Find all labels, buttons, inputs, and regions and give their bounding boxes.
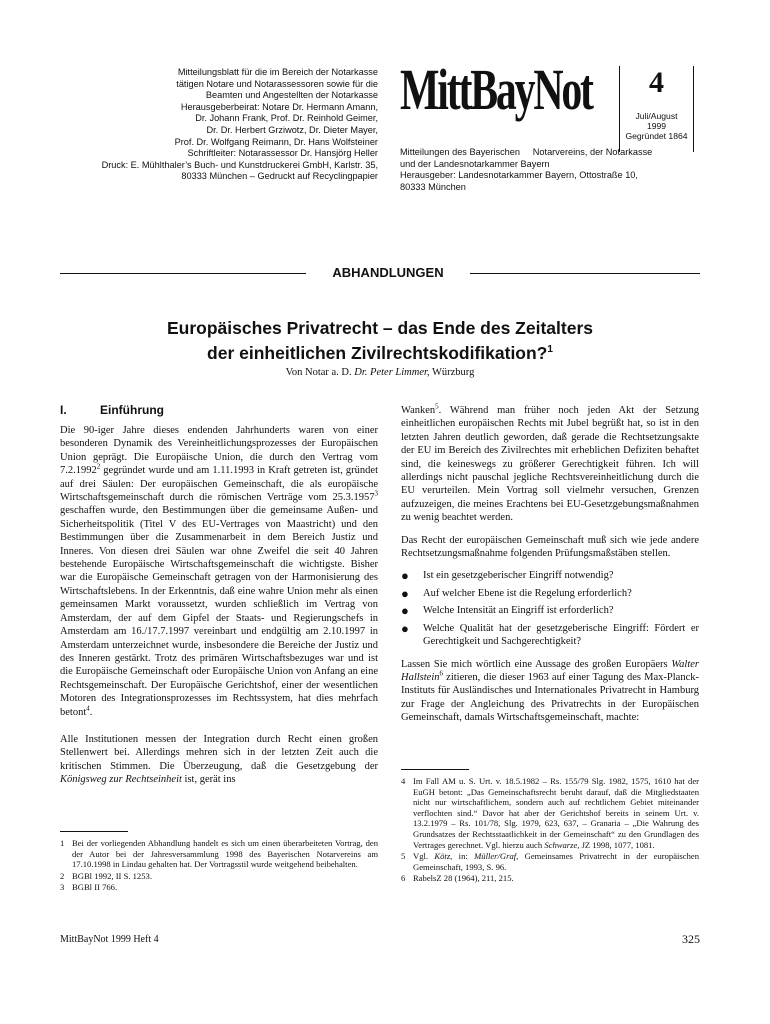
footnotes-left (60, 838, 378, 894)
footnote (60, 838, 378, 870)
section-rule-left (60, 273, 306, 274)
paragraph-text: gegründet wurde und am 1.11.1993 in Kraft getreten ist, gründet auf drei Säulen: Der europäischen Gemeinschaft, die als europäische Wirtschaftsgemeinschaft durch die römischen Verträge vom 25.3.1957 (60, 465, 378, 504)
footnote (60, 871, 378, 882)
bullet-icon: ● (401, 585, 409, 601)
footnote-number: 6 (401, 873, 406, 884)
bullet-icon: ● (401, 603, 409, 619)
right-column (401, 404, 699, 734)
emphasis: Müller/Graf (474, 851, 517, 862)
footnote-text: BGBl II 766. (72, 882, 118, 893)
list-item (401, 604, 699, 617)
footnote-text-part: Vgl. (413, 851, 435, 862)
paragraph: Das Recht der europäischen Gemeinschaft muß sich wie jede andere Rechtsetzungsmaßnahme folgenden Prüfungsmaßstäben stellen. (401, 534, 699, 560)
footnote-text-part: , in: (450, 851, 475, 862)
article-author (60, 366, 700, 379)
masthead-divider (693, 66, 694, 152)
bullet-icon: ● (401, 620, 409, 636)
bullet-icon: ● (401, 568, 409, 584)
footnote-number: 4 (401, 776, 406, 786)
left-column (60, 424, 378, 796)
paragraph-text: . (89, 706, 93, 718)
issue-meta (620, 111, 693, 141)
emphasis: Walter Hallstein (401, 658, 699, 683)
footnote-text: Bei der vorliegenden Abhandlung handelt es sich um einen überarbeiteten Vortrag, den der Autor bei der Jahresversammlung 1998 des Bayerischen Notarvereins am 17.10.1998 in Lindau gehalten hat. Der Vortragsstil wurde weitgehend beibehalten. (72, 838, 378, 870)
paragraph-text: ist, gerät ins (181, 774, 236, 786)
footnote-ref: 1 (547, 344, 553, 355)
footnote-text-part: , JZ 1998, 1077, 1081. (577, 839, 655, 850)
footnote-number: 1 (60, 838, 65, 848)
article-title-line1: Europäisches Privatrecht – das Ende des Zeitalters (166, 318, 593, 338)
footnote-ref: 4 (86, 704, 90, 713)
list-item (401, 622, 699, 649)
page-number: 325 (682, 932, 700, 946)
author-name: Dr. Peter Limmer, (354, 367, 430, 378)
masthead-right-line: 80333 München (400, 181, 466, 192)
footnote-rule (401, 769, 469, 770)
paragraph-text: Alle Institutionen messen der Integration durch Recht einen großen Stellenwert bei. Allerdings mehren sich in der letzten Zeit auch die kritischen Stimmen. Die Überzeugung, daß die Gesetzgebung der (60, 733, 378, 772)
footnote-ref: 5 (435, 402, 439, 411)
paragraph-text: Wanken (401, 405, 436, 416)
masthead-left-line: tätigen Notare und Notarassessoren sowie für die (176, 78, 378, 89)
footnote-ref: 3 (374, 489, 378, 498)
masthead-left-line: Herausgeberbeirat: Notare Dr. Hermann Amann, (180, 101, 378, 112)
issue-date: Juli/August (635, 111, 678, 121)
footnote-text-part: Im Fall AM u. S. Urt. v. 18.5.1982 – Rs. 155/79 Slg. 1982, 1575, 1610 hat der EuGH betont: „Das Gemeinschaftsrecht beruht darauf, daß die Mitgliedstaaten nicht nur wirtschaftlichem, sondern auch auf rechtlichem Gebiet miteinander verflochten sind.“ Davor hat aber der Gerichtshof bereits in seinem Urt. v. 13.2.1979 – Rs. 101/78, Slg. 1979, 623, 637, – Granaria – „Die Wahrung des Grundsatzes der Rechtsstaatlichkeit in der Gemeinschaft“ zu den Grundlagen des Vertrages gerechnet. Vgl. hierzu auch (413, 776, 699, 850)
article-title (60, 318, 700, 364)
emphasis: Königsweg zur Rechtseinheit (60, 774, 182, 786)
article-title-line2-text: der einheitlichen Zivilrechtskodifikation? (207, 342, 548, 363)
list-item (401, 587, 699, 600)
masthead-left-line: Druck: E. Mühlthaler’s Buch- und Kunstdruckerei GmbH, Karlstr. 35, (101, 159, 378, 170)
footnote-number: 3 (60, 882, 65, 893)
footnotes-right (401, 776, 699, 885)
paragraph-text: Lassen Sie mich wörtlich eine Aussage des großen Europäers (401, 658, 672, 670)
masthead-right-line: Mitteilungen des Bayerischen Notarvereins, der Notarkasse (400, 147, 653, 157)
list-item (401, 569, 699, 582)
footnote (60, 882, 378, 893)
list-item-text: Auf welcher Ebene ist die Regelung erforderlich? (423, 587, 632, 599)
heading-text: Einführung (100, 403, 164, 417)
paragraph (60, 424, 378, 719)
list-item-text: Welche Intensität an Eingriff ist erforderlich? (423, 605, 614, 617)
footnote (401, 776, 699, 850)
masthead-left-line: Schriftleiter: Notarassessor Dr. Hansjörg Heller (187, 148, 378, 159)
masthead-left-line: Mitteilungsblatt für die im Bereich der Notarkasse (177, 67, 378, 77)
masthead-left-line: Dr. Dr. Herbert Grziwotz, Dr. Dieter Mayer, (206, 124, 378, 135)
masthead-left-info (60, 67, 378, 183)
paragraph (401, 658, 699, 725)
author-prefix: Von Notar a. D. (285, 367, 355, 378)
issue-year: 1999 (646, 121, 667, 131)
footnote-text-part: , Gemeinsames Privatrecht in der europäischen Gemeinschaft, 1993, S. 96. (413, 851, 699, 872)
masthead-right-line: Herausgeber: Landesnotarkammer Bayern, Ottostraße 10, (400, 170, 638, 181)
masthead-right-info (400, 147, 700, 193)
list-item-text: Welche Qualität hat der gesetzgeberische Eingriff: Fördert er Gerechtigkeit und Sachgerechtigkeit? (423, 622, 699, 648)
footnote-ref: 2 (96, 462, 101, 471)
emphasis: Schwarze (544, 839, 578, 850)
paragraph-text: Die 90-iger Jahre dieses endenden Jahrhunderts waren von einer besonderen Dynamik des Vereinheitlichungsprozesses der Europäischen Union geprägt. Die Europäische Union, die durch den Vertrag vom 7.2.1992 (60, 425, 378, 477)
section-heading-introduction (60, 403, 378, 418)
criteria-list (401, 569, 699, 648)
masthead-left-line: Dr. Johann Frank, Prof. Dr. Reinhold Geimer, (195, 113, 378, 124)
masthead-left-line: 80333 München – Gedruckt auf Recyclingpapier (181, 171, 378, 182)
paragraph-text: geschaffen wurde, den Bestimmungen über die gemeinsame Außen- und Sicherheitspolitik (Titel V des EU-Vertrages von Maastricht) und den Bestimmungen über die Zusammenarbeit in dem Bereich Justiz und Inneres. Von diesen drei Säulen war ohne Zweifel die seit 40 Jahren bestehende Europäische Wirtschaftsgemeinschaft die wichtigste. Bisher war die Europäische Gemeinschaft getragen von der Harmonisierung des Wirtschaftslebens. In der Erkenntnis, daß eine wahre Union mehr als einen gemeinsamen Markt voraussetzt, wurden schließlich im Vertrag von Amsterdam, der auf dem Gipfel der Staats- und Regierungschefs in Amsterdam am 16./17.7.1997 vereinbart und endgültig am 2.10.1997 in Amsterdam unterzeichnet wurde, insbesondere die Bereiche der Justiz und des Inneren gestärkt. Trotz des primären Wirtschaftsbezuges war und ist die Europäische Gemeinschaft oder Europäische Union von Anfang an eine Rechtsgemeinschaft. Der Europäische Gerichtshof, einer der wesentlichen Motoren des Integrationsprozesses im Rechtssystem, hat dies mehrfach betont (60, 505, 378, 718)
footnote-number: 2 (60, 870, 65, 881)
list-item-text: Ist ein gesetzgeberischer Eingriff notwendig? (423, 570, 614, 582)
heading-number: I. (60, 403, 67, 417)
article-title-line2 (60, 339, 700, 364)
founded-note: Gegründet 1864 (625, 131, 688, 141)
footnote-text: RabelsZ 28 (1964), 211, 215. (413, 873, 514, 884)
paragraph (401, 404, 699, 525)
journal-logo: MittBayNot (400, 57, 592, 122)
section-rule-right (470, 273, 700, 274)
paragraph-text: . Während man früher noch jeden Akt der Setzung einheitlichen europäischen Rechts mit Jubel begrüßt hat, so ist in den letzten Jahren deutlich geworden, daß gerade die Rechtsetzungsakte der EU im Bereich des Zivilrechtes mit erheblichen Defiziten behaftet sind, die keineswegs zu größerer Gerechtigkeit führen. Ich will allerdings nicht pauschal jegliche Rechtsvereinheitlichung durch die EU verurteilen. Mein Vortrag soll vielmehr versuchen, Grenzen aufzuzeigen, die meines Erachtens bei EU-Gesetzgebungsmaßnahmen zu wenig beachtet werden. (401, 405, 699, 524)
running-footer: MittBayNot 1999 Heft 4 (60, 934, 159, 945)
footnote-ref: 6 (439, 669, 443, 678)
footnote-text (413, 776, 699, 850)
masthead-right-line: und der Landesnotarkammer Bayern (400, 158, 550, 169)
masthead-left-line: Beamten und Angestellten der Notarkasse (205, 90, 378, 101)
footnote-text: BGBl 1992, II S. 1253. (72, 870, 152, 881)
emphasis: Kötz (434, 851, 451, 862)
masthead-left-line: Prof. Dr. Wolfgang Reimann, Dr. Hans Wolfsteiner (174, 136, 378, 147)
paragraph-text: zitieren, die dieser 1963 auf einer Tagung des Max-Planck-Instituts für Ausländisches und Internationales Privatrecht in Hamburg zur Frage der Angleichung des Privatrechts in der Europäischen Gemeinschaft, damals Wirtschaftsgemeinschaft, machte: (401, 671, 699, 724)
footnote-rule (60, 831, 128, 832)
footnote (401, 873, 699, 884)
paragraph (60, 733, 378, 787)
issue-number: 4 (649, 66, 664, 99)
footnote (401, 851, 699, 872)
author-place: Würzburg (429, 367, 475, 378)
section-heading: ABHANDLUNGEN (332, 265, 444, 280)
footnote-text (413, 851, 699, 872)
footnote-number: 5 (401, 851, 406, 862)
